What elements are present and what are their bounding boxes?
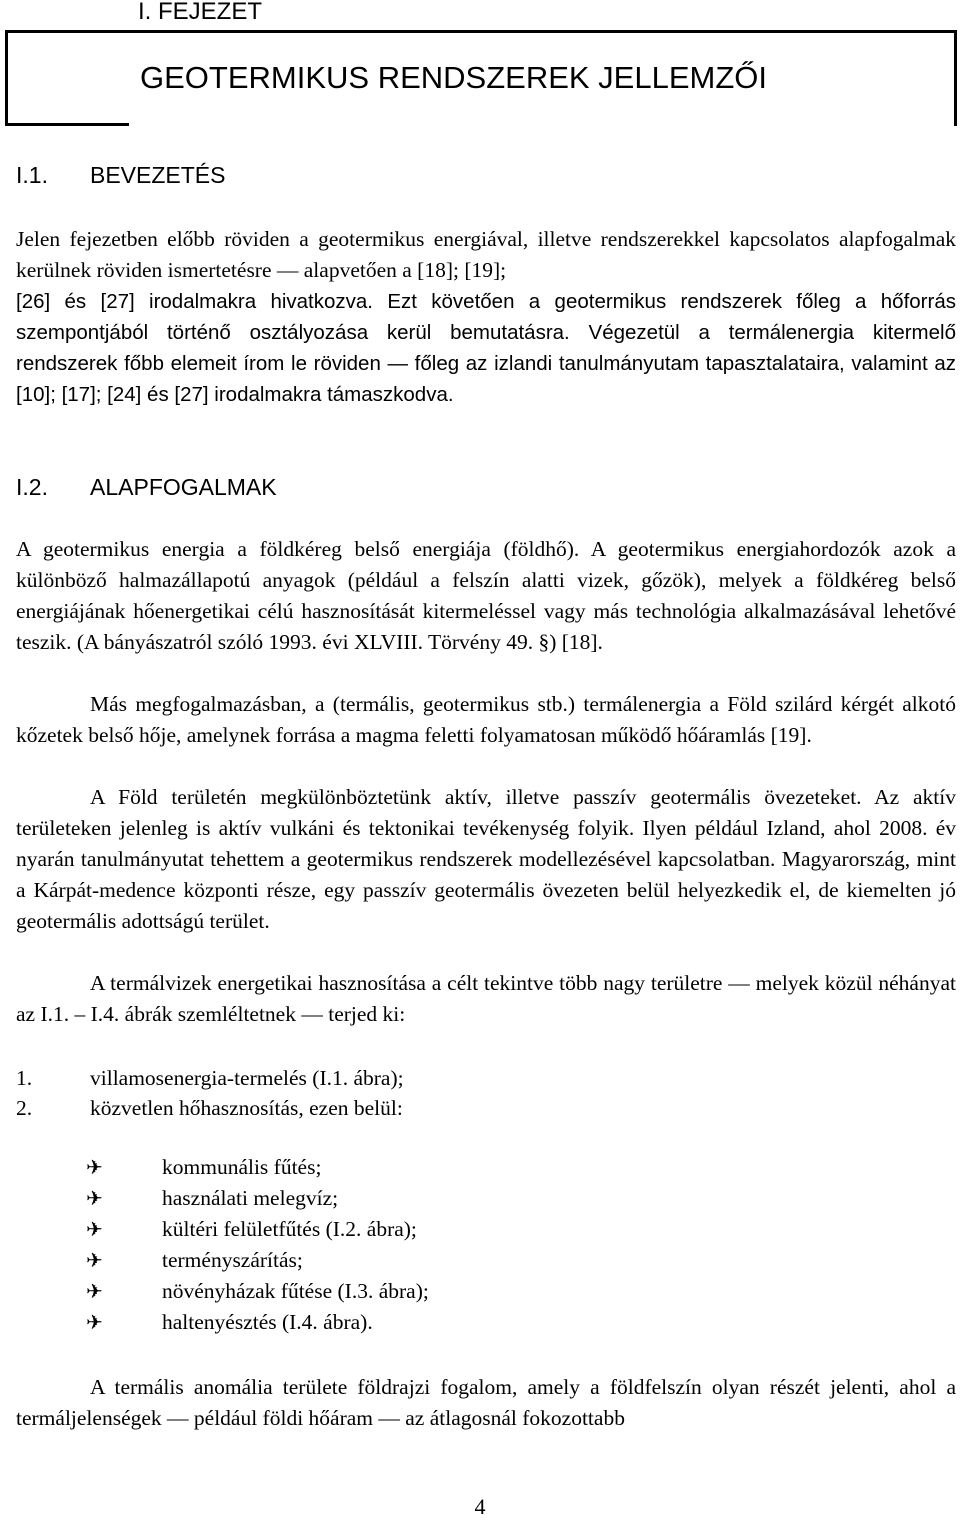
section-title: ALAPFOGALMAK xyxy=(90,474,277,500)
airplane-icon: ✈ xyxy=(86,1188,103,1210)
airplane-icon: ✈ xyxy=(86,1219,103,1241)
frame-right-line xyxy=(954,30,957,126)
airplane-icon: ✈ xyxy=(86,1157,103,1179)
bullet-text: kültéri felületfűtés (I.2. ábra); xyxy=(162,1217,417,1241)
list-item xyxy=(16,1093,403,1124)
list-item-number: 1. xyxy=(16,1066,33,1090)
bullet-text: használati melegvíz; xyxy=(162,1186,339,1210)
bullet-item xyxy=(86,1245,429,1276)
bullet-item xyxy=(86,1152,429,1183)
bullet-text: kommunális fűtés; xyxy=(162,1155,322,1179)
section-heading-bevezetes xyxy=(16,160,225,190)
list-item-text: villamosenergia-termelés (I.1. ábra); xyxy=(90,1066,404,1090)
section-title: BEVEZETÉS xyxy=(90,162,226,188)
bullet-text: terményszárítás; xyxy=(162,1248,303,1272)
frame-top-line xyxy=(5,30,957,33)
usage-intro-paragraph: A termálvizek energetikai hasznosítása a célt tekintve több nagy területre — melyek közül néhányat az I.1. – I.4. ábrák szemléltetnek — terjed ki: xyxy=(16,971,956,1026)
bullet-list xyxy=(86,1152,429,1338)
list-item-number: 2. xyxy=(16,1096,33,1120)
frame-bottom-line xyxy=(5,123,129,126)
bullet-item xyxy=(86,1183,429,1214)
airplane-icon: ✈ xyxy=(86,1250,103,1272)
bullet-text: növényházak fűtése (I.3. ábra); xyxy=(162,1279,429,1303)
bullet-item xyxy=(86,1307,429,1338)
intro-paragraph-serif: Jelen fejezetben előbb röviden a geotermikus energiával, illetve rendszerekkel kapcsolatos alapfogalmak kerülnek röviden ismertetésre — alapvetően a [18]; [19]; xyxy=(16,227,956,282)
anomaly-paragraph: A termális anomália területe földrajzi fogalom, amely a földfelszín olyan részét jelenti, ahol a termáljelenségek — például földi hőáram — az átlagosnál fokozottabb xyxy=(16,1375,956,1430)
section-heading-alapfogalmak xyxy=(16,472,277,502)
bullet-item xyxy=(86,1276,429,1307)
section-number: I.1. xyxy=(16,162,48,188)
airplane-icon: ✈ xyxy=(86,1281,103,1303)
alt-definition-paragraph: Más megfogalmazásban, a (termális, geotermikus stb.) termálenergia a Föld szilárd kérgét alkotó kőzetek belső hője, amelynek forrása a magma feletti folyamatosan működő hőáramlás [19]. xyxy=(16,692,956,747)
chapter-title: GEOTERMIKUS RENDSZEREK JELLEMZŐI xyxy=(140,60,767,95)
zones-paragraph: A Föld területén megkülönböztetünk aktív, illetve passzív geotermális övezeteket. Az aktív területeken jelenleg is aktív vulkáni és tektonikai tevékenység folyik. Ilyen például Izland, ahol 2008. év nyarán tanulmányutat tehettem a geotermikus rendszerek modellezésével kapcsolatban. Magyarország, mint a Kárpát-medence központi része, egy passzív geotermális övezeten belül helyezkedik el, de kiemelten jó geotermális adottságú terület. xyxy=(16,785,956,933)
section-number: I.2. xyxy=(16,474,48,500)
bullet-text: haltenyésztés (I.4. ábra). xyxy=(162,1310,373,1334)
bullet-item xyxy=(86,1214,429,1245)
chapter-label: I. FEJEZET xyxy=(138,0,263,25)
list-item xyxy=(16,1063,404,1094)
airplane-icon: ✈ xyxy=(86,1312,103,1334)
list-item-text: közvetlen hőhasznosítás, ezen belül: xyxy=(90,1096,403,1120)
page-number: 4 xyxy=(474,1494,486,1519)
intro-paragraph-sans: [26] és [27] irodalmakra hivatkozva. Ezt követően a geotermikus rendszerek főleg a hőforrás szempontjából történő osztályozása kerül bemutatásra. Végezetül a termálenergia kitermelő rendszerek főbb elemeit írom le röviden — főleg az izlandi tanulmányutam tapasztalataira, valamint az [10]; [17]; [24] és [27] irodalmakra támaszkodva. xyxy=(16,290,956,406)
frame-left-line xyxy=(5,30,8,126)
definition-paragraph: A geotermikus energia a földkéreg belső energiája (földhő). A geotermikus energiahordozók azok a különböző halmazállapotú anyagok (például a felszín alatti vizek, gőzök), melyek a földkéreg belső energiájának hőenergetikai célú hasznosítását kitermeléssel vagy más technológia alkalmazásával lehetővé teszik. (A bányászatról szóló 1993. évi XLVIII. Törvény 49. §) [18]. xyxy=(16,537,956,654)
